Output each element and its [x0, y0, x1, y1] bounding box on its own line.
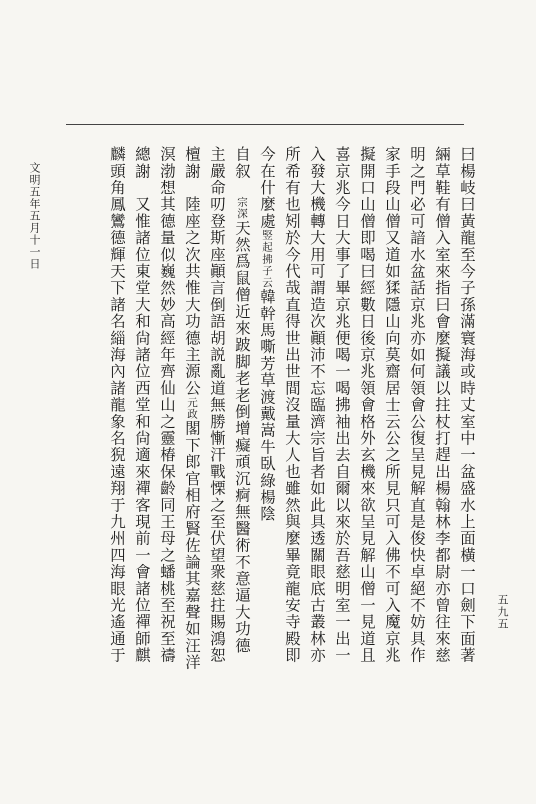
text-column-1: 曰楊岐曰黃龍至今子孫滿寰海或時丈室中一盆盛水上面橫一口劍下面著 — [458, 146, 476, 664]
text-column-9 — [256, 146, 278, 522]
column-12-note: 元政 — [186, 396, 198, 421]
section-heading-preface: 自叙 — [233, 146, 251, 180]
column-9-tail: 韓幹馬嘶芳草渡戴嵩牛臥綠楊陰 — [258, 288, 276, 523]
section-heading-zongxie: 總謝 — [133, 146, 151, 180]
column-12-tail: 閣下郎官相府賢佐論其嘉聲如汪洋 — [183, 420, 201, 671]
column-9-text: 今在什麼處 — [258, 146, 276, 230]
text-column-5: 擬開口山僧即喝曰經數日後京兆領會格外玄機來欲呈見解山僧一見道且 — [358, 146, 376, 664]
column-12-head: 陸座之次共惟大功德主源公 — [183, 196, 201, 397]
text-column-3: 明之門必可諳水盆話京兆亦如何領會公復呈見解直是俊快卓絕不妨具作 — [408, 146, 426, 664]
text-column-8: 所希有也矧於今代哉直得世出世間沒量大人也雖然與麼畢竟龍安寺殿即 — [283, 146, 301, 664]
page-number: 五九五 — [496, 594, 509, 630]
text-column-14 — [131, 146, 153, 664]
column-10-tail: 天然爲鼠僧近來跛脚老老倒增癡頑沉痾無醫術不意逼大功德 — [233, 219, 251, 654]
text-column-10 — [231, 146, 253, 654]
text-column-4: 家手段山僧又道如猱隱山向莫齋居士云公之所見只可入佛不可入魔京兆 — [383, 146, 401, 664]
text-column-6: 喜京兆今日大事了畢京兆便喝一喝拂袖出去自爾以來於吾慈明室一出一 — [333, 146, 351, 664]
text-column-11: 主嚴命叨登斯座顚言倒語胡説亂道無勝慚汗戰慄之至伏望衆慈拄賜鴻恕 — [208, 146, 226, 664]
text-column-7: 入發大機轉大用可謂造次顚沛不忘臨濟宗旨者如此具透關眼底古叢林亦 — [308, 146, 326, 664]
column-10-note: 宗深 — [236, 196, 248, 220]
header-rule — [66, 124, 464, 125]
text-column-2: 緉草鞋有僧入室來指曰會麼擬議以拄杖打趕出楊翰林李都尉亦曾往來慈 — [433, 146, 451, 664]
margin-date: 文明五年五月十一日 — [28, 162, 41, 270]
text-column-15: 麟頭角鳳鸞德輝天下諸名緇海內諸龍象名猊遠翔于九州四海眼光遙通于 — [108, 146, 126, 664]
column-14-tail: 又惟諸位東堂大和尙諸位西堂和尙適來禪客現前一會諸位禪師麒 — [133, 196, 151, 664]
column-9-note: 竪起拂子云 — [261, 229, 273, 289]
text-column-12 — [181, 146, 203, 671]
section-heading-danxie: 檀謝 — [183, 146, 201, 180]
text-column-13: 溟渤想其德量似巍然妙高經年齊仙山之靈椿保齡同王母之蟠桃至祝至禱 — [158, 146, 176, 664]
